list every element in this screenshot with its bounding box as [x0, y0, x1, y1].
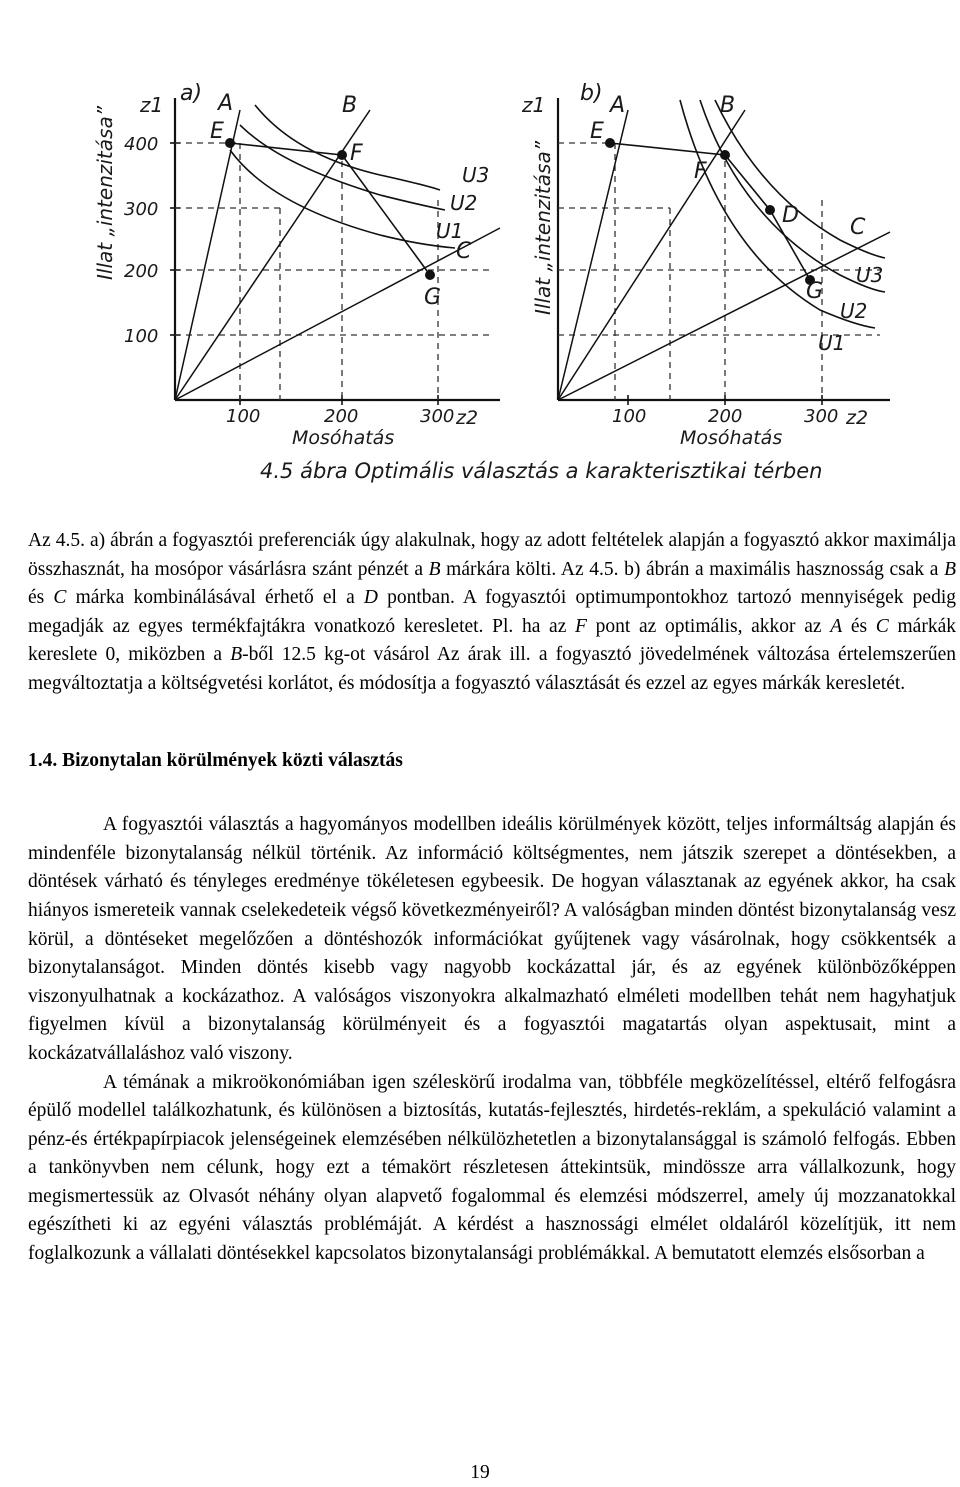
- section-heading: 1.4. Bizonytalan körülmények közti választás: [28, 749, 403, 771]
- figure-4-5: [80, 0, 960, 500]
- panel-b-curve-label-u1: U1: [818, 331, 846, 355]
- panel-b-label: b): [580, 81, 603, 106]
- panel-a-point-label-e: E: [210, 119, 224, 144]
- panel-a-x-tick-300: 300: [420, 406, 455, 427]
- paragraph-literature: A témának a mikroökonómiában igen széleskörű irodalma van, többféle megközelítéssel, eltérő felfogásra épülő modellel találkozhatunk, és különösen a biztosítás, kutatás-fejlesztés, hirdetés-reklám, a spekuláció valamint a pénz-és értékpapírpiacok jelenségeinek elemzésében nélkülözhetetlen a bizonytalansággal is számoló felfogás. Ebben a tankönyvben nem célunk, hogy ezt a témakört részletesen áttekintsük, mindössze arra vállalkozunk, hogy megismertessük az Olvasót néhány olyan alapvető fogalommal és elemzési módszerrel, amely új mozzanatokkal egészítheti ki az egyéni választás problémáját. A kérdést a hasznossági elmélet oldaláról közelítjük, itt nem foglalkozunk a vállalati döntésekkel kapcsolatos bizonytalansági problémákkal. A bemutatott elemzés elsősorban a: [28, 1071, 956, 1265]
- panel-b-point-label-g: G: [806, 279, 824, 304]
- panel-a-label: a): [180, 81, 203, 106]
- text-run: és: [842, 615, 876, 637]
- panel-b-ray-label-c: C: [850, 215, 866, 240]
- panel-a-y-tick-300: 300: [124, 199, 159, 220]
- panel-b-y-var: z1: [522, 93, 546, 117]
- panel-b-curve-label-u3: U3: [856, 263, 884, 287]
- panel-b-x-tick-300: 300: [804, 406, 839, 427]
- panel-b-point-label-e: E: [590, 119, 604, 144]
- panel-a-curve-label-u3: U3: [462, 163, 490, 187]
- panel-b-x-var: z2: [846, 407, 869, 429]
- panel-b-x-tick-100: 100: [612, 406, 647, 427]
- italic-brand-letter: C: [53, 587, 67, 609]
- panel-a-y-axis-title: Illat „intenzitása”: [93, 105, 117, 280]
- panel-a-y-var: z1: [140, 93, 164, 117]
- panel-b-ray-label-b: B: [720, 93, 736, 118]
- panel-a-ray-label-a: A: [218, 91, 234, 116]
- panel-a-curve-label-u2: U2: [450, 191, 478, 215]
- text-run: -ből 12.5 kg-ot vásárol Az árak ill. a fogyasztó jövedelmének változása értelemszerűen megváltoztatja a költségvetési korlátot, és módosítja a fogyasztó választását és ezzel az egyes márkák keresletét.: [28, 644, 956, 694]
- italic-brand-letter: F: [575, 615, 587, 637]
- text-run: márkára költi. Az 4.5. b) ábrán a maximális hasznosság csak a: [440, 558, 945, 580]
- panel-a-x-tick-100: 100: [226, 406, 261, 427]
- panel-a-ray-label-b: B: [342, 93, 358, 118]
- panel-a-y-tick-200: 200: [124, 261, 159, 282]
- panel-b-point-d: [765, 205, 775, 215]
- panel-b-x-tick-200: 200: [708, 406, 743, 427]
- paragraph-figure-explanation: [28, 527, 956, 699]
- panel-b-curve-label-u2: U2: [840, 299, 868, 323]
- text-body: [28, 527, 956, 1269]
- figure-caption: 4.5 ábra Optimális választás a karakterisztikai térben: [260, 459, 823, 483]
- text-run: pont az optimális, akkor az: [586, 615, 831, 637]
- italic-brand-letter: B: [230, 644, 243, 666]
- panel-a-point-label-g: G: [424, 285, 442, 310]
- panel-a-y-tick-100: 100: [124, 326, 159, 347]
- panel-b-point-label-f: F: [694, 159, 707, 184]
- page-number: 19: [470, 1462, 490, 1483]
- text-run: pontban. A fogyasztói optimumpontokhoz tartozó mennyiségek pedig megadják az egyes termékfajtákra vonatkozó keresletet. Pl. ha az: [28, 587, 956, 637]
- panel-a-x-var: z2: [456, 407, 479, 429]
- panel-a-point-f: [337, 150, 347, 160]
- italic-brand-letter: C: [875, 615, 889, 637]
- panel-a-point-e: [225, 138, 235, 148]
- panel-a-x-tick-200: 200: [324, 406, 359, 427]
- text-run: márka kombinálásával érhető el a: [66, 587, 364, 609]
- italic-brand-letter: B: [428, 558, 441, 580]
- panel-a-x-axis-title: Mosóhatás: [292, 427, 395, 449]
- text-run: és: [28, 587, 54, 609]
- panel-b-point-f: [720, 150, 730, 160]
- panel-b-point-label-d: D: [782, 203, 799, 228]
- panel-a-point-label-f: F: [350, 141, 363, 166]
- italic-brand-letter: B: [944, 558, 956, 580]
- text-run: Az 4.5. a) ábrán a fogyasztói preferenciák úgy alakulnak, hogy az adott feltételek alapján a fogyasztó akkor maximálja összhasznát, ha mosópor vásárlásra szánt pénzét a: [28, 530, 956, 580]
- panel-b-x-axis-title: Mosóhatás: [680, 427, 783, 449]
- italic-brand-letter: A: [830, 615, 843, 637]
- paragraph-uncertainty-intro: A fogyasztói választás a hagyományos modellben ideális körülmények között, teljes informáltság alapján és mindenféle bizonytalanság nélkül történik. Az információ költségmentes, nem játszik szerepet a döntésekben, a döntések várható és tényleges eredménye tökéletesen egybeesik. De hogyan választanak az egyének akkor, ha csak hiányos ismereteik vannak cselekedeteik végső következményeiről? A valóságban minden döntést bizonytalanság vesz körül, a döntéseket megelőzően a döntéshozók információkat gyűjtenek vagy vásárolnak, hogy csökkentsék a bizonytalanságot. Minden döntés kisebb vagy nagyobb kockázattal jár, és az egyének különbözőképpen viszonyulhatnak a kockázathoz. A valóságos viszonyokra alkalmazható elméleti modellben tehát nem hagyhatjuk figyelmen kívül a bizonytalanság körülményeit és a fogyasztói magatartás olyan aspektusait, mint a kockázatvállaláshoz való viszony.: [28, 814, 956, 1064]
- italic-brand-letter: D: [363, 587, 378, 609]
- panel-a-curve-label-u1: U1: [436, 219, 464, 243]
- panel-a-ray-label-c: C: [456, 239, 472, 264]
- text-run: márkák kereslete 0, miközben a: [28, 615, 956, 666]
- panel-b-point-e: [605, 138, 615, 148]
- panel-a-y-tick-400: 400: [124, 134, 159, 155]
- panel-b-y-axis-title: Illat „intenzitása”: [531, 140, 555, 315]
- panel-b-ray-label-a: A: [610, 93, 626, 118]
- panel-a-point-g: [425, 270, 435, 280]
